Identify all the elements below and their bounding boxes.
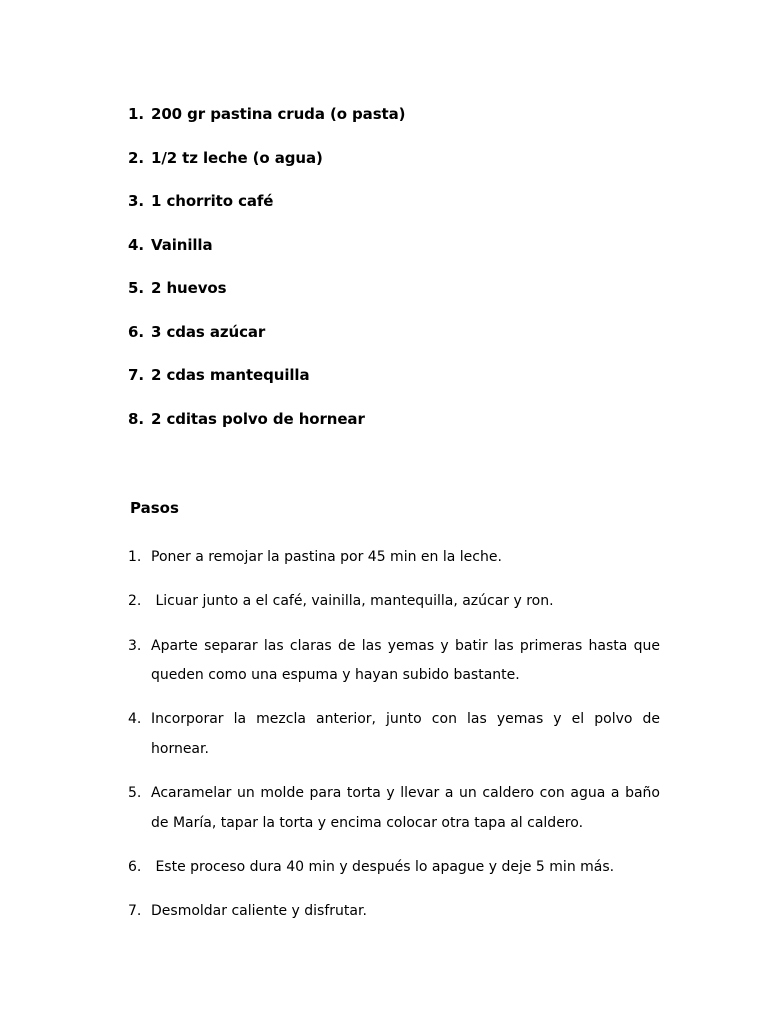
step-item <box>128 779 660 838</box>
ingredient-item <box>128 192 668 236</box>
step-text: Desmoldar caliente y disfrutar. <box>151 903 367 920</box>
item-number: 5. <box>128 279 144 297</box>
item-number: 6. <box>128 322 144 341</box>
step-number: 6. <box>128 858 142 875</box>
step-text: Incorporar la mezcla anterior, junto con las yemas y el polvo de hornear. <box>151 711 660 757</box>
ingredient-text: 2 huevos <box>151 279 227 297</box>
step-text: Poner a remojar la pastina por 45 min en la leche. <box>151 549 502 565</box>
ingredient-text: 2 cditas polvo de hornear <box>151 409 365 428</box>
ingredient-item <box>128 149 668 193</box>
ingredient-item <box>128 366 668 410</box>
step-text: Este proceso dura 40 min y después lo apague y deje 5 min más. <box>151 858 615 875</box>
ingredient-text: 1 chorrito café <box>151 192 274 210</box>
ingredient-text: 1/2 tz leche (o agua) <box>151 148 323 167</box>
step-item <box>128 853 660 883</box>
ingredients-list <box>128 105 668 453</box>
ingredient-item <box>128 105 668 149</box>
ingredient-text: Vainilla <box>151 235 213 254</box>
ingredient-text: 3 cdas azúcar <box>151 322 266 341</box>
ingredient-text: 2 cdas mantequilla <box>151 366 310 384</box>
ingredient-text: 200 gr pastina cruda (o pasta) <box>151 105 406 123</box>
step-item <box>128 587 660 617</box>
item-number: 4. <box>128 235 144 254</box>
steps-heading: Pasos <box>130 499 179 517</box>
ingredient-item <box>128 410 668 454</box>
steps-list <box>128 543 660 942</box>
step-number: 1. <box>128 549 142 565</box>
step-item <box>128 705 660 764</box>
step-number: 5. <box>128 785 142 802</box>
step-item <box>128 897 660 927</box>
step-number: 3. <box>128 637 142 654</box>
ingredient-item <box>128 279 668 323</box>
step-number: 2. <box>128 593 142 610</box>
step-number: 4. <box>128 711 142 728</box>
step-number: 7. <box>128 903 142 920</box>
item-number: 7. <box>128 366 144 384</box>
step-text: Aparte separar las claras de las yemas y batir las primeras hasta que queden como una espuma y hayan subido bastante. <box>151 637 660 684</box>
step-item <box>128 632 660 691</box>
ingredient-item <box>128 236 668 280</box>
ingredient-item <box>128 323 668 367</box>
step-item <box>128 543 660 573</box>
step-text: Licuar junto a el café, vainilla, mantequilla, azúcar y ron. <box>151 593 554 610</box>
item-number: 2. <box>128 148 144 167</box>
item-number: 3. <box>128 192 144 210</box>
step-text: Acaramelar un molde para torta y llevar a un caldero con agua a baño de María, tapar la torta y encima colocar otra tapa al caldero. <box>151 785 660 831</box>
item-number: 8. <box>128 409 144 428</box>
item-number: 1. <box>128 105 144 123</box>
